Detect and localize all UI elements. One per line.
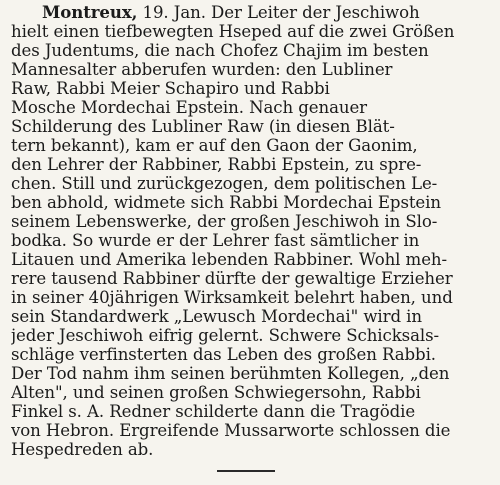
line-text: Mannesalter abberufen wurden: den Lubliner: [11, 60, 393, 79]
line-text: in seiner 40jährigen Wirksamkeit belehrt haben, und: [11, 288, 453, 307]
article-line: [11, 287, 489, 308]
line-text: hielt einen tiefbewegten Hseped auf die zwei Größen: [11, 22, 455, 41]
line-text: den Lehrer der Rabbiner, Rabbi Epstein, zu spre-: [11, 155, 422, 174]
article-line: [11, 325, 489, 346]
line-text: rere tausend Rabbiner dürfte der gewaltige Erzieher: [11, 269, 453, 288]
line-text: Mosche Mordechai Epstein. Nach genauer: [11, 98, 367, 117]
line-text: Der Tod nahm ihm seinen berühmten Kollegen, „den: [11, 364, 450, 383]
line-text: des Judentums, die nach Chofez Chajim im besten: [11, 41, 429, 60]
line-text: tern bekannt), kam er auf den Gaon der Gaonim,: [11, 136, 418, 155]
line-text: Litauen und Amerika lebenden Rabbiner. Wohl meh-: [11, 250, 448, 269]
line-text: Alten", und seinen großen Schwiegersohn, Rabbi: [11, 383, 421, 402]
dateline: Montreux,: [42, 2, 138, 22]
line-text: Raw, Rabbi Meier Schapiro und Rabbi: [11, 79, 330, 98]
line-text: schläge verfinsterten das Leben des großen Rabbi.: [11, 345, 436, 364]
article-line: [11, 249, 489, 270]
article-line: [11, 116, 489, 137]
article-line: [11, 230, 489, 251]
line-text: jeder Jeschiwoh eifrig gelernt. Schwere Schicksals-: [11, 326, 439, 345]
article-line: [11, 211, 489, 232]
line-text: seinem Lebenswerke, der großen Jeschiwoh in Slo-: [11, 212, 438, 231]
article-line: [11, 192, 489, 213]
section-divider: [217, 470, 275, 472]
article-line: [11, 59, 489, 80]
line-text: 19. Jan. Der Leiter der Jeschiwoh: [142, 3, 420, 22]
line-text: bodka. So wurde er der Lehrer fast sämtlicher in: [11, 231, 420, 250]
line-text: Schilderung des Lubliner Raw (in diesen Blät-: [11, 117, 395, 136]
article-line: [11, 420, 489, 441]
article-line: [11, 173, 489, 194]
article-line: [11, 439, 489, 460]
article-line: [11, 363, 489, 384]
article-line: [11, 135, 489, 156]
article-line: [11, 78, 489, 99]
line-text: Hespedreden ab.: [11, 440, 154, 459]
article-line: [11, 40, 489, 61]
line-text: sein Standardwerk „Lewusch Mordechai" wird in: [11, 307, 422, 326]
article-line: [11, 382, 489, 403]
line-text: Finkel s. A. Redner schilderte dann die Tragödie: [11, 402, 416, 421]
article-line: [42, 2, 489, 23]
article-line: [11, 97, 489, 118]
line-text: ben abhold, widmete sich Rabbi Mordechai Epstein: [11, 193, 441, 212]
article-line: [11, 154, 489, 175]
article-line: [11, 268, 489, 289]
article-line: [11, 21, 489, 42]
article-line: [11, 306, 489, 327]
line-text: von Hebron. Ergreifende Mussarworte schlossen die: [11, 421, 451, 440]
article-line: [11, 344, 489, 365]
article-line: [11, 401, 489, 422]
line-text: chen. Still und zurückgezogen, dem politischen Le-: [11, 174, 438, 193]
